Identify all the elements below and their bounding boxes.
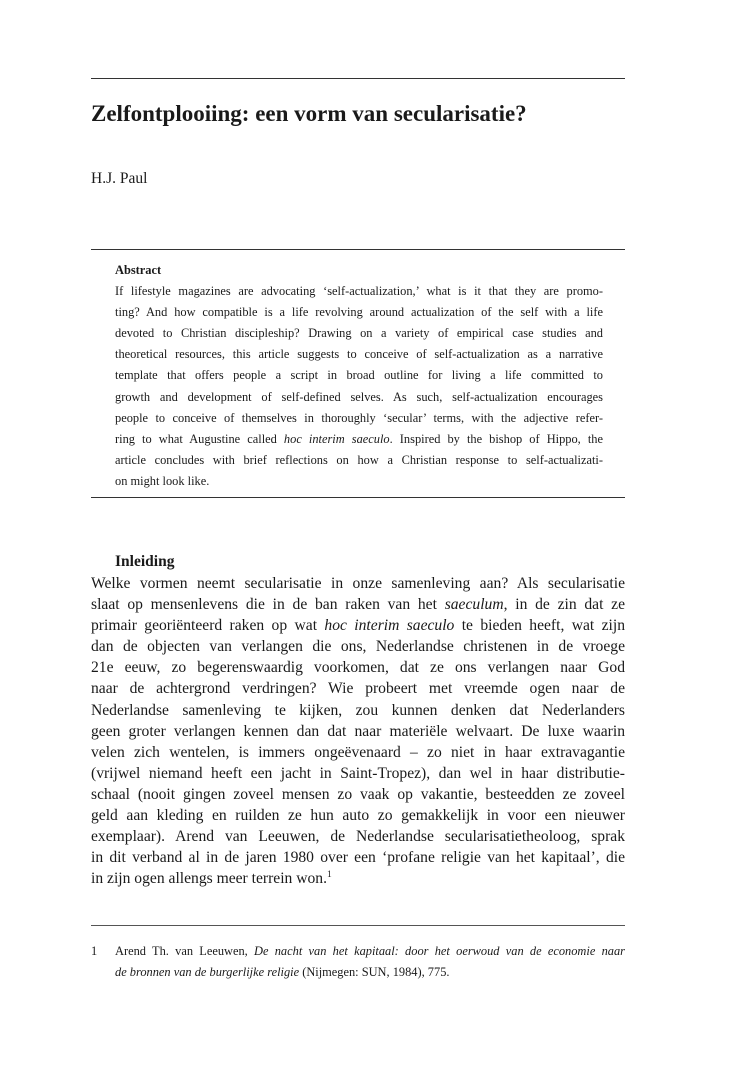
abstract-text: . Inspired by the bishop of Hippo, the — [389, 431, 603, 446]
body-emphasis: saeculum — [444, 596, 504, 614]
body-paragraph — [91, 573, 625, 889]
body-line: Welke vormen neemt secularisatie in onze samenleving aan? Als secularisatie — [91, 575, 625, 592]
body-line: dan de objecten van verlangen die ons, Nederlandse christenen in de vroege — [91, 638, 625, 656]
author-name: H.J. Paul — [91, 170, 148, 187]
body-text: in zijn ogen allengs meer terrein won. — [91, 870, 327, 888]
body-text: primair georiënteerd raken op wat — [91, 617, 325, 635]
abstract-text: ring to what Augustine called — [115, 431, 284, 446]
footnote-part: Arend Th. van Leeuwen, — [115, 944, 255, 958]
footnote-line — [115, 962, 625, 983]
body-text: slaat op mensenlevens die in de ban raken van het — [91, 596, 445, 614]
abstract-line: ting? And how compatible is a life revolving around actualization of the self with a life — [115, 305, 603, 320]
footnote-number: 1 — [91, 944, 98, 958]
body-line: exemplaar). Arend van Leeuwen, de Nederlandse secularisatietheoloog, sprak — [91, 828, 625, 846]
abstract-top-rule — [91, 249, 625, 250]
abstract-line: on might look like. — [115, 473, 210, 488]
abstract-line: devoted to Christian discipleship? Drawing on a variety of empirical case studies and — [115, 326, 603, 341]
body-line — [91, 868, 625, 889]
body-line: schaal (nooit gingen zoveel mensen zo vaak op vakantie, besteedden ze zoveel — [91, 785, 625, 803]
body-text: te bieden heeft, wat zijn — [454, 617, 625, 635]
body-line: geld aan kleding en ruilden ze hun auto zo gemakkelijk in voor een nieuwer — [91, 807, 625, 825]
body-text: , in de zin dat ze — [503, 596, 625, 614]
footnote-title: De nacht van het kapitaal: door het oerwoud van de economie naar — [254, 944, 625, 958]
footnote-rule — [91, 925, 625, 926]
abstract-heading: Abstract — [115, 263, 162, 277]
abstract-line — [115, 429, 603, 450]
abstract-line: If lifestyle magazines are advocating ‘self-actualization,’ what is it that they are promo- — [115, 284, 603, 299]
footnote-title: de bronnen van de burgerlijke religie — [115, 965, 300, 979]
body-line: Nederlandse samenleving te kijken, zou kunnen denken dat Nederlanders — [91, 701, 625, 719]
body-line: in dit verband al in de jaren 1980 over een ‘profane religie van het kapitaal’, die — [91, 849, 625, 867]
body-line: naar de achtergrond verdringen? Wie probeert met vreemde ogen naar de — [91, 680, 625, 698]
abstract-line: article concludes with brief reflections on how a Christian response to self-actualizati- — [115, 452, 603, 467]
section-heading: Inleiding — [115, 553, 175, 570]
abstract-line: template that offers people a script in broad outline for living a life committed to — [115, 368, 603, 383]
abstract-emphasis: hoc interim saeculo — [283, 431, 390, 446]
footnote-reference[interactable]: 1 — [327, 870, 332, 881]
footnote-part: (Nijmegen: SUN, 1984), 775. — [299, 965, 450, 979]
body-line: velen zich wentelen, is immers ongeëvenaard – zo niet in haar extravagantie — [91, 743, 625, 761]
footnote-line — [115, 941, 625, 962]
article-title: Zelfontplooiing: een vorm van secularisatie? — [91, 101, 527, 126]
abstract — [115, 260, 603, 492]
body-line — [91, 594, 625, 615]
top-rule — [91, 78, 625, 79]
body-line: (vrijwel niemand heeft een jacht in Saint-Tropez), dan wel in haar distributie- — [91, 764, 625, 782]
abstract-line: theoretical resources, this article suggests to conceive of self-actualization as a narrative — [115, 347, 603, 362]
body-line: 21e eeuw, zo begerenswaardig voorkomen, dat ze ons verlangen naar God — [91, 659, 625, 677]
body-line: geen groter verlangen kennen dan dat naar materiële welvaart. De luxe waarin — [91, 722, 625, 740]
abstract-bottom-rule — [91, 497, 625, 498]
footnote-text — [115, 941, 625, 983]
abstract-line: growth and development of self-defined selves. As such, self-actualization encourages — [115, 389, 603, 404]
body-line — [91, 615, 625, 636]
abstract-line: people to conceive of themselves in thoroughly ‘secular’ terms, with the adjective refer- — [115, 410, 603, 425]
body-emphasis: hoc interim saeculo — [324, 617, 455, 635]
